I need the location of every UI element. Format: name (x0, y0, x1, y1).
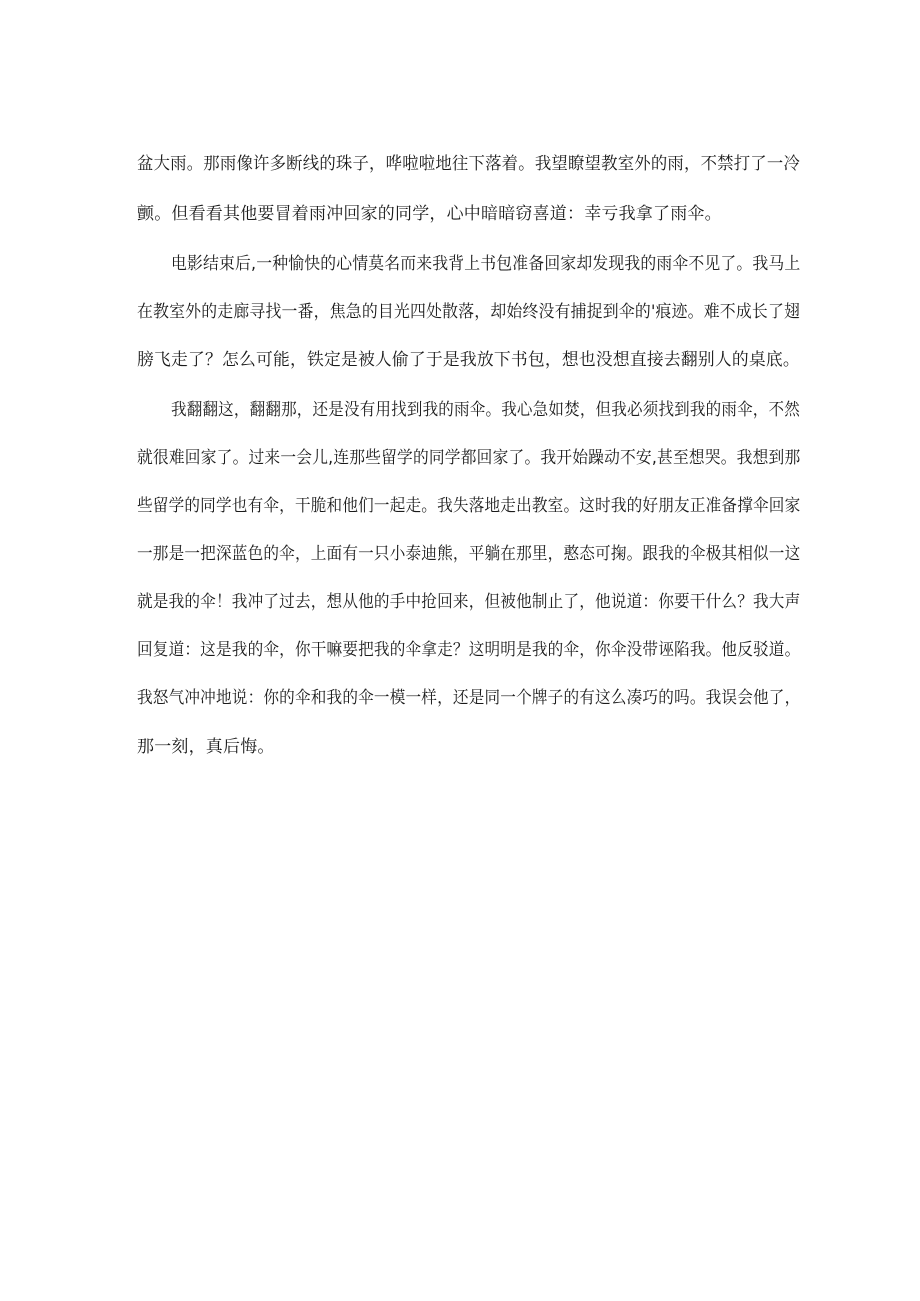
text-line: 就很难回家了。过来一会儿,连那些留学的同学都回家了。我开始躁动不安,甚至想哭。我想到那 (137, 448, 801, 468)
text-line: 回复道：这是我的伞，你干嘛要把我的伞拿走？这明明是我的伞，你伞没带诬陷我。他反驳道。 (137, 640, 801, 660)
text-line: 我怒气冲冲地说：你的伞和我的伞一模一样，还是同一个牌子的有这么凑巧的吗。我误会他了， (137, 688, 801, 708)
text-line: 就是我的伞！我冲了过去，想从他的手中抢回来，但被他制止了，他说道：你要干什么？我大声 (137, 592, 801, 612)
text-line: 我翻翻这，翻翻那，还是没有用找到我的雨伞。我心急如焚，但我必须找到我的雨伞，不然 (171, 400, 800, 420)
text-line: 盆大雨。那雨像许多断线的珠子，哗啦啦地往下落着。我望瞭望教室外的雨，不禁打了一冷 (137, 154, 801, 174)
text-line: 电影结束后,一种愉快的心情莫名而来我背上书包准备回家却发现我的雨伞不见了。我马上 (171, 254, 801, 274)
text-line: 在教室外的走廊寻找一番，焦急的目光四处散落，却始终没有捕捉到伞的'痕迹。难不成长了翅 (137, 302, 801, 322)
text-line: 颤。但看看其他要冒着雨冲回家的同学，心中暗暗窃喜道：幸亏我拿了雨伞。 (137, 204, 722, 224)
text-line: 那一刻，真后悔。 (137, 737, 275, 757)
text-line: 膀飞走了？怎么可能，铁定是被人偷了于是我放下书包，想也没想直接去翻别人的桌底。 (137, 350, 800, 370)
text-line: 些留学的同学也有伞，干脆和他们一起走。我失落地走出教室。这时我的好朋友正准备撑伞回家 (137, 496, 801, 516)
text-line: 一那是一把深蓝色的伞，上面有一只小泰迪熊，平躺在那里，憨态可掬。跟我的伞极其相似一这 (137, 544, 801, 564)
